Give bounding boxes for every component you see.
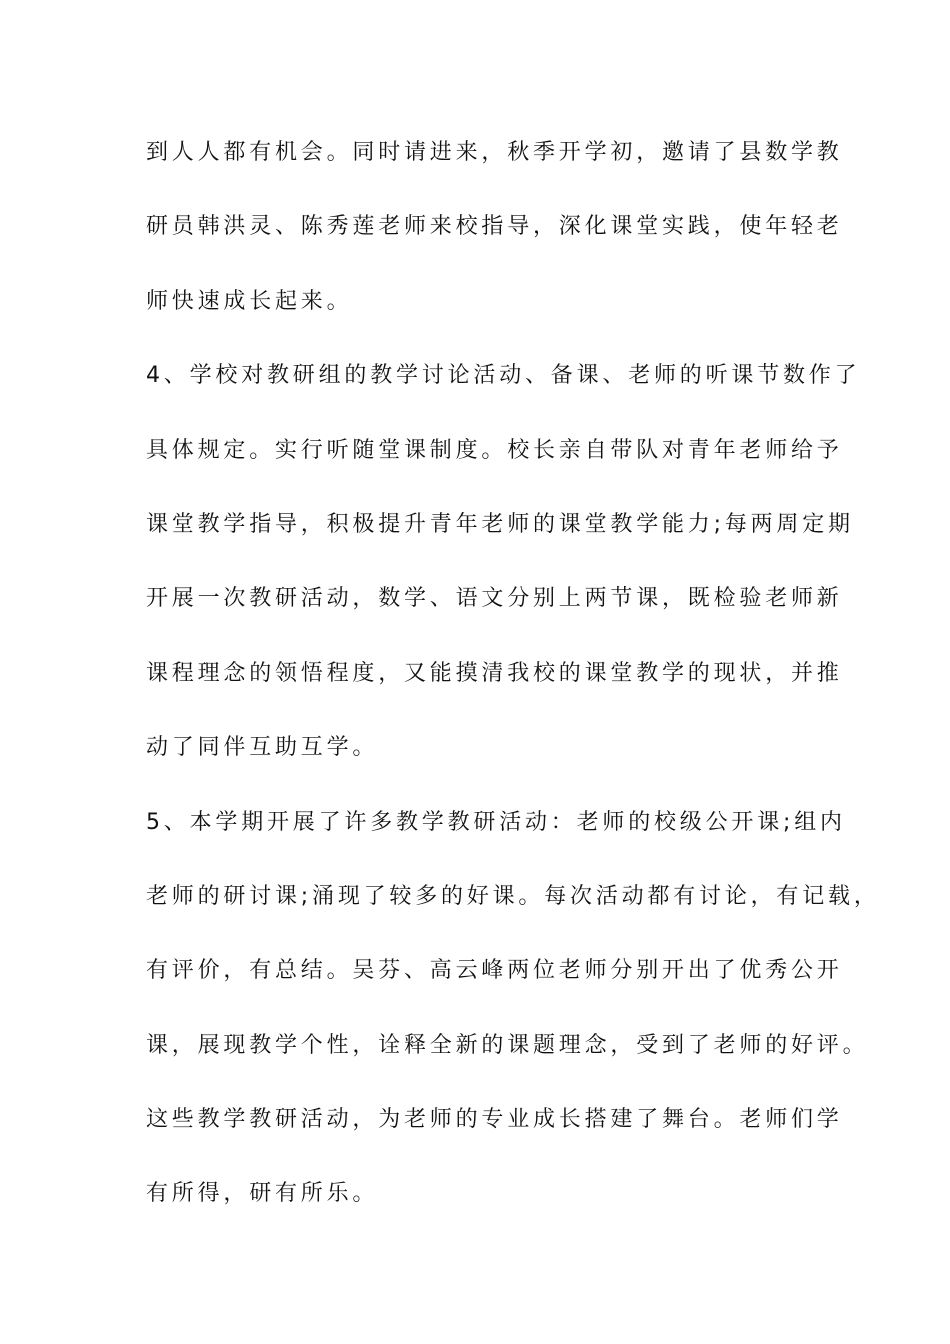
text-line: 4、学校对教研组的教学讨论活动、备课、老师的听课节数作了 xyxy=(146,363,861,389)
body-text xyxy=(146,131,880,1247)
text-line: 课，展现教学个性，诠释全新的课题理念，受到了老师的好评。 xyxy=(146,1032,869,1058)
text-line: 5、本学期开展了许多教学教研活动：老师的校级公开课;组内 xyxy=(146,809,846,835)
text-line: 这些教学教研活动，为老师的专业成长搭建了舞台。老师们学 xyxy=(146,1107,843,1133)
text-line: 到人人都有机会。同时请进来，秋季开学初，邀请了县数学教 xyxy=(146,140,843,165)
text-line: 开展一次教研活动，数学、语文分别上两节课，既检验老师新 xyxy=(146,586,843,612)
text-line: 课堂教学指导，积极提升青年老师的课堂教学能力;每两周定期 xyxy=(146,511,854,537)
text-line: 课程理念的领悟程度，又能摸清我校的课堂教学的现状，并推 xyxy=(146,660,843,686)
text-line: 老师的研讨课;涌现了较多的好课。每次活动都有讨论，有记载， xyxy=(146,883,880,909)
text-line: 动了同伴互助互学。 xyxy=(146,735,379,761)
text-line: 有评价，有总结。吴芬、高云峰两位老师分别开出了优秀公开 xyxy=(146,958,843,984)
text-line: 具体规定。实行听随堂课制度。校长亲自带队对青年老师给予 xyxy=(146,437,843,463)
text-line: 有所得，研有所乐。 xyxy=(146,1181,379,1207)
text-line: 师快速成长起来。 xyxy=(146,288,353,314)
text-line: 研员韩洪灵、陈秀莲老师来校指导，深化课堂实践，使年轻老 xyxy=(146,214,843,240)
